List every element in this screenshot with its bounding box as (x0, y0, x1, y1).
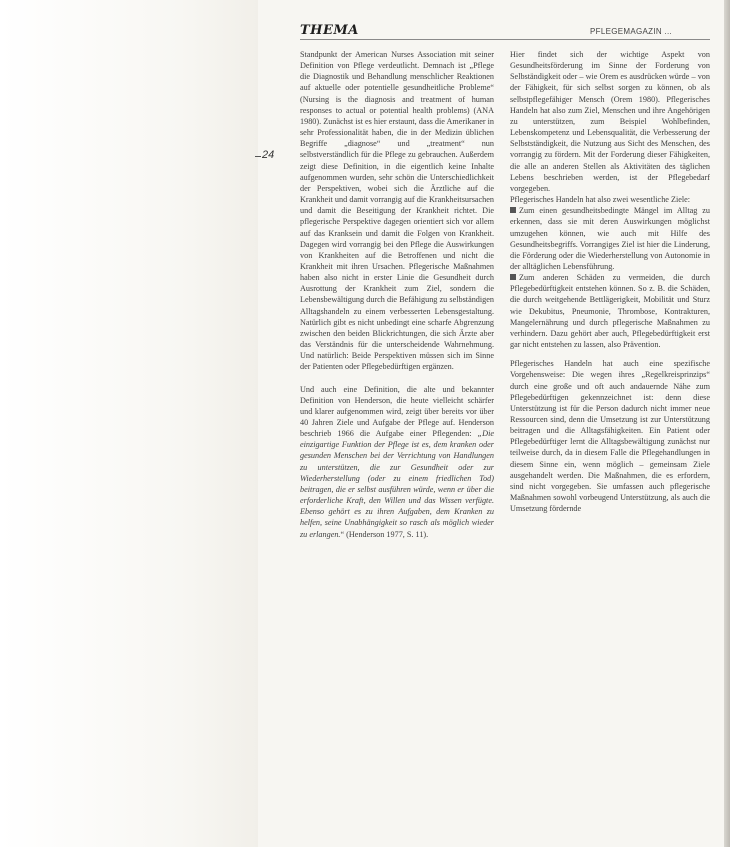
bullet-text: Zum einen gesundheitsbedingte Mängel im Alltag zu erkennen, dass sie mit deren Auswirkungen möglichst umzugehen können, wie auch mit Hilfe des Gesundheitsbegriffs. Vorrangiges Ziel ist hier die Linderung, die Förderung oder die Wiederherstellung von Autonomie in der alltäglichen Lebensführung. (510, 206, 710, 271)
header-rule (300, 39, 710, 40)
paragraph: Hier findet sich der wichtige Aspekt von Gesundheitsförderung im Sinne der Forderung von Selbständigkeit oder – wie Orem es ausdrücken würde – von der Fähigkeit, für sich selbst sorgen zu können, ob als selbstpflegefähiger Mensch (Orem 1980). Pflegerisches Handeln hat also zum Ziel, Menschen und ihre Angehörigen zu unterstützen, zum Beispiel Wohlbefinden, Lebenskompetenz und Lebensqualität, die Verbesserung der Selbstständigkeit, die Nutzung aus Sicht des Menschen, des vorrangig zu fördern. Mit der Forderung dieser Fähigkeiten, die alle an anderen Stellen als Aktivitäten des täglichen Lebens beschrieben werden, ist der Pflegebedarf vorgegeben. (510, 50, 710, 193)
section-title: THEMA (300, 23, 359, 38)
paragraph: Standpunkt der American Nurses Association mit seiner Definition von Pflege verdeutlicht. Demnach ist „Pflege die Diagnostik und Behandlung menschlicher Reaktionen auf aktuelle oder potentielle gesundheitliche Probleme“ (Nursing is the diagnosis and treatment of human responses to actual or potential health problems) (ANA 1980). Zunächst ist es hier erstaunt, dass die Amerikaner in sehr Professionalität haben, die in der Medizin üblichen Begriffe „diagnose“ und „treatment“ nun selbstverständlich für die Pflege zu gebrauchen. Außerdem zeigt diese Definition, in die eigentlich keine Inhalte aufgenommen wurden, sehr schön die Unterschiedlichkeit der Perspektiven, wobei sich die Ärztliche auf die Krankheit und damit vorrangig auf die Krankheitsursachen und damit die Beseitigung der Krankheit richtet. Die pflegerische Perspektive dagegen orientiert sich vor allem auf das Kranksein und damit die Folgen von Krankheit. Dagegen wird vorrangig bei den Pflege die Auswirkungen von Krankheiten auf die Betroffenen und nicht die Krankheit mit ihren Ursachen. Pflegerische Maßnahmen haben also nicht in erster Linie die Gesundheit durch Ausrottung der Krankheit zum Ziel, sondern die Lebensbewältigung durch die Befähigung zu selbständigen Alltagshandeln zu einem verbesserten Lebensgestaltung. Natürlich gibt es nicht unbedingt eine scharfe Abgrenzung zwischen den beiden Blickrichtungen, die sich Ärzte aber das Verständnis für die unterscheidende Wahrnehmung. Und natürlich: Beide Perspektiven müssen sich im Sinne der Patienten oder Pflegebedürftigen ergänzen. (300, 50, 494, 372)
running-head: PFLEGEMAGAZIN ... (590, 27, 673, 36)
bullet-paragraph (510, 205, 710, 272)
bullet-square-icon (510, 274, 516, 280)
bullet-paragraph (510, 272, 710, 350)
book-spine-shadow (724, 0, 730, 847)
left-page-edge (0, 0, 258, 847)
quote-span: „Die einzigartige Funktion der Pflege ist es, dem kranken oder gesunden Menschen bei der Verrichtung von Handlungen zu unterstützen, die zur Gesundheit oder zur Wiederherstellung (oder zu einem friedlichen Tod) beitragen, die er selbst ausführen würde, wenn er über die erforderliche Kraft, den Willen und das Wissen verfügte. Ebenso gehört es zu ihren Aufgaben, dem Kranken zu helfen, seine Unabhängigkeit so rasch als möglich wieder zu erlangen. (300, 429, 494, 539)
citation-span: “ (Henderson 1977, S. 11). (340, 529, 429, 539)
page-number-marker (255, 156, 261, 157)
text-column-left (300, 49, 494, 540)
paragraph (300, 384, 494, 540)
paragraph: Pflegerisches Handeln hat auch eine spezifische Vorgehensweise: Die wegen ihres „Regelkreisprinzips“ durch eine große und oft auch andauernde Nähe zum Pflegebedürftigen gekennzeichnet ist: denn diese Unterstützung ist für die Person dadurch nicht immer neue Ressourcen sind, denn die Umsetzung ist zur Unterstützung beitragen und die Alltagsfähigkeiten. Ein Patient oder Pflegebedürftiger lernt die Alltagsbewältigung zunächst nur teilweise durch, da in diesem Falle die Pflegehandlungen in diesem Sinne ein, wenn möglich – gemeinsam Ziele ausgehandelt werden. Die Maßnahmen, die es erfordern, sind nicht vorgegeben. Sie umfassen auch pflegerische Maßnahmen sowohl vorbeugend Unterstützung, als auch die Umsetzung fördernde (510, 359, 710, 514)
text-span: Und auch eine Definition, die alte und bekannter Definition von Henderson, die heute vielleicht schärfer und klarer aufgenommen wird, zeigt über bereits vor über 40 Jahren Ziele und Aufgabe der Pflege auf. Henderson beschrieb 1966 die Aufgabe einer Pflegenden: (300, 384, 494, 439)
page-number: 24 (262, 149, 275, 161)
bullet-square-icon (510, 207, 516, 213)
bullet-text: Zum anderen Schäden zu vermeiden, die durch Pflegebedürftigkeit entstehen können. So z. B. die Schäden, die durch weitgehende Bettlägerigkeit, Mobilität und Sturz wie Dekubitus, Pneumonie, Thrombose, Kontrakturen, Mangelernährung und durch pflegerische Maßnahmen zu verhindern. Dazu gehört aber auch, Pflegebedürftigkeit erst gar nicht entstehen zu lassen, also Prävention. (510, 273, 710, 350)
text-column-right (510, 49, 710, 514)
paragraph: Pflegerisches Handeln hat also zwei wesentliche Ziele: (510, 195, 691, 205)
